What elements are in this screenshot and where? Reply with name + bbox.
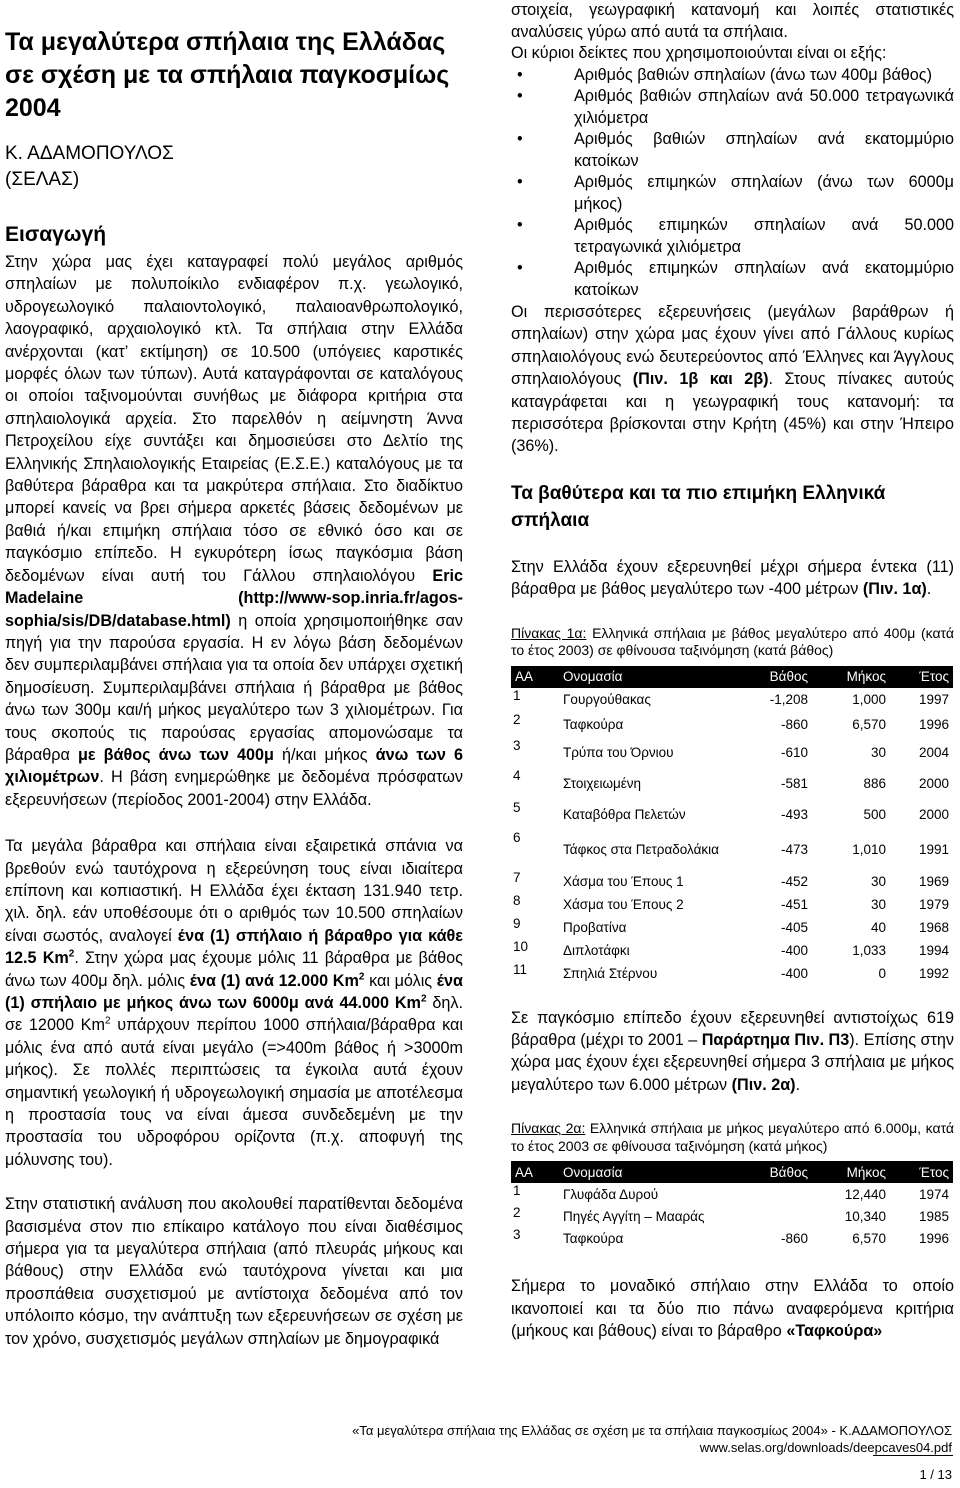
cell-name: Χάσμα του Έπους 1: [563, 873, 684, 889]
intro-paragraph-1: Στην χώρα μας έχει καταγραφεί πολύ μεγάλος αριθμός σπηλαίων με πολυποίκιλο ενδιαφέρον π.χ. γεωλογικό, υδρογεωλογικό παλαιοντολογικό, παλαιοανθρωπολογικό, λαογραφικό, αρχαιολογικό κτλ. Τα σπήλαια στην Ελλάδα ανέρχονται (κατ’ εκτίμηση) σε 10.500 (υπόγειες καρστικές μορφές όλων των τύπων). Αυτά καταγράφονται σε καταλόγους οι οποίοι ταξινομούνται συνήθως με διάφορα κριτήρια στα σπηλαιολογικά αρχεία. Στο παρελθόν η αείμνηστη Άννα Πετροχείλου είχε συντάξει και δημοσιεύσει στο Δελτίο της Ελληνικής Σπηλαιολογικής Εταιρείας (Ε.Σ.Ε.) καταλόγους με τα βαθύτερα βάραθρα και τα μακρύτερα σπήλαια. Στο διαδίκτυο μπορεί κανείς να βρει σήμερα αρκετές βάσεις δεδομένων με βαθιά ή/και επιμήκη σπήλαια τόσο σε εθνικό όσο και σε παγκόσμιο επίπεδο. Η εγκυρότερη ίσως παγκόσμια βάση δεδομένων είναι αυτή του Γάλλου σπηλαιολόγου Eric Madelaine (http://www-sop.inria.fr/agos-sophia/sis/DB/database.html) η οποία χρησιμοποιήθηκε σαν πηγή για την παρούσα εργασία. Η εν λόγω βάση δεδομένων δεν συμπεριλαμβάνει σπήλαια για τα οποία δεν υπάρχει σχετική δημοσίευση. Συμπεριλαμβάνει σπήλαια ή βάραθρα με βάθος άνω των 300μ και/ή μήκος μεγαλύτερο των 3 χιλιομέτρων. Για τους σκοπούς τις παρούσας εργασίας απομονώσαμε τα βάραθρα με βάθος άνω των 400μ ή/και μήκος άνω των 6 χιλιομέτρων. Η βάση ενημερώθηκε με δεδομένα πρόσφατων εξερευνήσεων (περίοδος 2001-2004) στην Ελλάδα.: [5, 253, 464, 809]
cell-length: 40: [870, 919, 886, 935]
table-row: [511, 962, 953, 985]
cell-name: Τάφκος στα Πετραδολάκια: [563, 842, 719, 858]
cell-name: Σπηλιά Στέρνου: [563, 965, 658, 981]
footer-url: www.selas.org/downloads/deepcaves04.pdf: [699, 1440, 952, 1455]
table-row: [511, 916, 953, 939]
table-row: [511, 1205, 953, 1227]
page-number: 1 / 13: [919, 1467, 952, 1482]
list-item: • Αριθμός επιμηκών σπηλαίων ανά εκατομμύριο κατοίκων: [511, 258, 954, 301]
cell-aa: 7: [513, 869, 521, 885]
cell-depth: -473: [780, 842, 808, 858]
cell-aa: 2: [513, 711, 521, 727]
cell-aa: 3: [513, 737, 521, 753]
cell-aa: 8: [513, 892, 521, 908]
explorations-paragraph: Οι περισσότερες εξερευνήσεις (μεγάλων βαράθρων ή σπηλαίων) στην χώρα μας έχουν γίνει από Γάλλους κυρίως σπηλαιολόγους ενώ δευτερεύοντος από Έλληνες και Άγγλους σπηλαιολόγους (Πιν. 1β και 2β). Στους πίνακες αυτούς καταγράφεται και η γεωγραφική τους κατανομή: τα περισσότερα βρίσκονται στην Κρήτη (45%) και στην Ήπειρο (36%).: [511, 303, 954, 456]
cell-year: 1974: [918, 1186, 949, 1202]
table-row: [511, 1183, 953, 1205]
cell-depth: -452: [780, 873, 808, 889]
table-row: [511, 712, 953, 738]
cell-length: 6,570: [852, 717, 886, 733]
table-row: [511, 870, 953, 893]
continued-paragraph: στοιχεία, γεωγραφική κατανομή και λοιπές στατιστικές αναλύσεις γύρω από αυτά τα σπήλαια.: [511, 1, 954, 41]
table-row: [511, 939, 953, 962]
table-deepest-caves: [511, 666, 953, 985]
page-footer: [352, 1422, 952, 1483]
table-longest-caves: [511, 1161, 953, 1249]
intro-heading: Εισαγωγή: [5, 223, 107, 246]
section-heading: Τα βαθύτερα και τα πιο επιμήκη Ελληνικά σπήλαια: [511, 482, 886, 531]
cell-aa: 10: [513, 938, 529, 954]
table1-caption: Πίνακας 1α: Ελληνικά σπήλαια με βάθος μεγαλύτερο από 400μ (κατά το έτος 2003) σε φθίνουσα ταξινόμηση (κατά βάθος): [511, 624, 954, 659]
list-item: • Αριθμός βαθιών σπηλαίων (άνω των 400μ βάθος): [511, 65, 954, 87]
cell-name: Γουργούθακας: [563, 692, 651, 708]
col-name: Ονομασία: [559, 666, 732, 688]
cell-length: 500: [863, 807, 886, 823]
cell-year: 2000: [918, 776, 949, 792]
cell-depth: -400: [780, 965, 808, 981]
cell-name: Ταφκούρα: [563, 1230, 624, 1246]
cell-aa: 11: [513, 961, 528, 977]
table-row: [511, 688, 953, 712]
cell-name: Καταβόθρα Πελετών: [563, 807, 686, 823]
world-paragraph: Σε παγκόσμιο επίπεδο έχουν εξερευνηθεί αντιστοίχως 619 βάραθρα (μέχρι το 2001 – Παράρτημα Πιν. Π3). Επίσης στην χώρα μας έχουν έχει εξερευνηθεί σήμερα 3 σπήλαια με μήκος μεγαλύτερο των 6.000 μέτρων (Πιν. 2α).: [511, 1008, 954, 1094]
cell-year: 1992: [918, 965, 949, 981]
cell-name: Προβατίνα: [563, 919, 627, 935]
cell-aa: 5: [513, 799, 521, 815]
cell-name: Γλυφάδα Δυρού: [563, 1186, 659, 1202]
cell-year: 2000: [918, 807, 949, 823]
cell-year: 1968: [918, 919, 949, 935]
cell-aa: 2: [513, 1205, 521, 1221]
list-item: • Αριθμός βαθιών σπηλαίων ανά 50.000 τετραγωνικά χιλιόμετρα: [511, 86, 954, 129]
cell-depth: -400: [780, 942, 808, 958]
deep-caves-paragraph: Στην Ελλάδα έχουν εξερευνηθεί μέχρι σήμερα έντεκα (11) βάραθρα με βάθος μεγαλύτερο των -400 μέτρων (Πιν. 1α).: [511, 557, 954, 599]
col-aa: ΑΑ: [511, 666, 559, 688]
cell-name: Πηγές Αγγίτη – Μααράς: [563, 1208, 705, 1224]
cell-length: 10,340: [844, 1208, 886, 1224]
cell-length: 30: [870, 873, 886, 889]
cell-length: 0: [878, 965, 886, 981]
cell-year: 1994: [918, 942, 949, 958]
right-column: [511, 0, 954, 1343]
intro-paragraph-2: Τα μεγάλα βάραθρα και σπήλαια είναι εξαιρετικά σπάνια να βρεθούν ενώ ταυτόχρονα η εξερεύνηση τους είναι ιδιαίτερα επίπονη και κοπιαστική. Η Ελλάδα έχει έκταση 131.940 τετρ. χιλ. δηλ. εάν υποθέσουμε ότι ο αριθμός των 10.500 σπηλαίων είναι σωστός, αναλογεί ένα (1) σπήλαιο ή βάραθρο για κάθε 12.5 Km$^2$. Στην χώρα μας έχουμε μόλις 11 βάραθρα με βάθος άνω των 400μ δηλ. μόλις ένα (1) ανά 12.000 Km$^2$ και μόλις ένα (1) σπήλαιο με μήκος άνω των 6000μ ανά 44.000 Km$^2$ δηλ. σε 12000 Km$^2$ υπάρχουν περίπου 1000 σπήλαια/βάραθρα και μόλις ένα από αυτά είναι μεγάλο (=>400m βάθος ή >3000m μήκος). Σε πολλές περιπτώσεις τα έγκοιλα αυτά έχουν σημαντική γεωλογική ή υδρογεωλογική σημασία με αποτέλεσμα η προστασία τους να είναι άμεσα συνδεδεμένη με την προστασία του υδροφόρου ορίζοντα (π.χ. αποφυγή της μόλυνσης του).: [5, 837, 464, 1169]
table-row: [511, 768, 953, 800]
cell-name: Τρύπα του Όρνιου: [563, 745, 674, 761]
indicator-list: [511, 65, 954, 302]
list-item: • Αριθμός βαθιών σπηλαίων ανά εκατομμύριο κατοίκων: [511, 129, 954, 172]
cell-aa: 6: [513, 829, 521, 845]
cell-name: Ταφκούρα: [563, 717, 624, 733]
author-affiliation: (ΣΕΛΑΣ): [5, 169, 80, 190]
table-row: [511, 893, 953, 916]
cell-depth: -405: [780, 919, 808, 935]
table-header-row: ΑΑ Ονομασία Βάθος Μήκος Έτος: [511, 1161, 953, 1183]
cell-depth: -860: [780, 1230, 808, 1246]
cell-length: 1,000: [852, 692, 886, 708]
footer-citation: «Τα μεγαλύτερα σπήλαια της Ελλάδας σε σχέση με τα σπήλαια παγκοσμίως 2004» - Κ.ΑΔΑΜΟΠΟΥΛΟΣ: [352, 1423, 952, 1438]
left-column: [5, 0, 463, 1350]
cell-aa: 4: [513, 767, 521, 783]
cell-depth: -610: [780, 745, 808, 761]
intro-paragraph-3: Στην στατιστική ανάλυση που ακολουθεί παρατίθενται δεδομένα βασισμένα στον πιο επίκαιρο κατάλογο που είναι διαθέσιμος σήμερα για τα μεγαλύτερα σπήλαια (από πλευράς μήκους και βάθους) στην Ελλάδα ενώ ταυτόχρονα γίνεται και μια προσπάθεια συσχετισμού με αντίστοιχα δεδομένα από τον υπόλοιπο κόσμο, την ανάπτυξη των εξερευνήσεων σε σχέση με τον χρόνο, συσχετισμός μεγάλων σπηλαίων με δημογραφικά: [5, 1195, 463, 1348]
cell-aa: 9: [513, 915, 521, 931]
cell-aa: 3: [513, 1227, 521, 1243]
cell-depth: -860: [780, 717, 808, 733]
cell-depth: [732, 1205, 812, 1227]
cell-length: 30: [870, 896, 886, 912]
tafkoura-paragraph: Σήμερα το μοναδικό σπήλαιο στην Ελλάδα το οποίο ικανοποιεί και τα δύο πιο πάνω αναφερόμενα κριτήρια (μήκους και βάθους) είναι το βάραθρο «Ταφκούρα»: [511, 1277, 954, 1341]
cell-depth: -451: [780, 896, 808, 912]
cell-aa: 1: [513, 1183, 521, 1199]
cell-depth: -493: [780, 807, 808, 823]
cell-aa: 1: [513, 687, 521, 703]
cell-year: 1997: [918, 692, 949, 708]
indicators-intro: Οι κύριοι δείκτες που χρησιμοποιούνται είναι οι εξής:: [511, 44, 887, 62]
cell-name: Χάσμα του Έπους 2: [563, 896, 684, 912]
cell-depth: -1,208: [769, 692, 808, 708]
cell-depth: [732, 1183, 812, 1205]
table-row: [511, 800, 953, 830]
cell-length: 6,570: [852, 1230, 886, 1246]
cell-year: 1979: [918, 896, 949, 912]
col-length: Μήκος: [812, 666, 890, 688]
list-item: • Αριθμός επιμηκών σπηλαίων ανά 50.000 τετραγωνικά χιλιόμετρα: [511, 215, 954, 258]
cell-year: 1985: [918, 1208, 949, 1224]
cell-year: 1996: [918, 717, 949, 733]
cell-year: 1991: [918, 842, 949, 858]
cell-name: Διπλοτάφκι: [563, 942, 630, 958]
list-item: • Αριθμός επιμηκών σπηλαίων (άνω των 6000μ μήκος): [511, 172, 954, 215]
cell-length: 30: [870, 745, 886, 761]
cell-length: 1,010: [852, 842, 886, 858]
cell-year: 1996: [918, 1230, 949, 1246]
table-header-row: [511, 666, 953, 688]
table2-caption: Πίνακας 2α: Ελληνικά σπήλαια με μήκος μεγαλύτερο από 6.000μ, κατά το έτος 2003 σε φθίνουσα ταξινόμηση (κατά μήκος): [511, 1120, 954, 1154]
table-row: [511, 1227, 953, 1249]
cell-name: Στοιχειωμένη: [563, 776, 642, 792]
cell-length: 886: [863, 776, 886, 792]
cell-length: 1,033: [852, 942, 886, 958]
cell-year: 1969: [918, 873, 949, 889]
cell-length: 12,440: [844, 1186, 886, 1202]
document-title: Τα μεγαλύτερα σπήλαια της Ελλάδας σε σχέση με τα σπήλαια παγκοσμίως 2004: [5, 28, 450, 122]
footer-rule: [873, 1455, 953, 1456]
col-depth: Βάθος: [732, 666, 812, 688]
table-row: [511, 830, 953, 870]
cell-year: 2004: [918, 745, 949, 761]
col-year: Έτος: [890, 666, 953, 688]
table-row: [511, 738, 953, 768]
author-name: Κ. ΑΔΑΜΟΠΟΥΛΟΣ: [5, 143, 174, 164]
cell-depth: -581: [780, 776, 808, 792]
